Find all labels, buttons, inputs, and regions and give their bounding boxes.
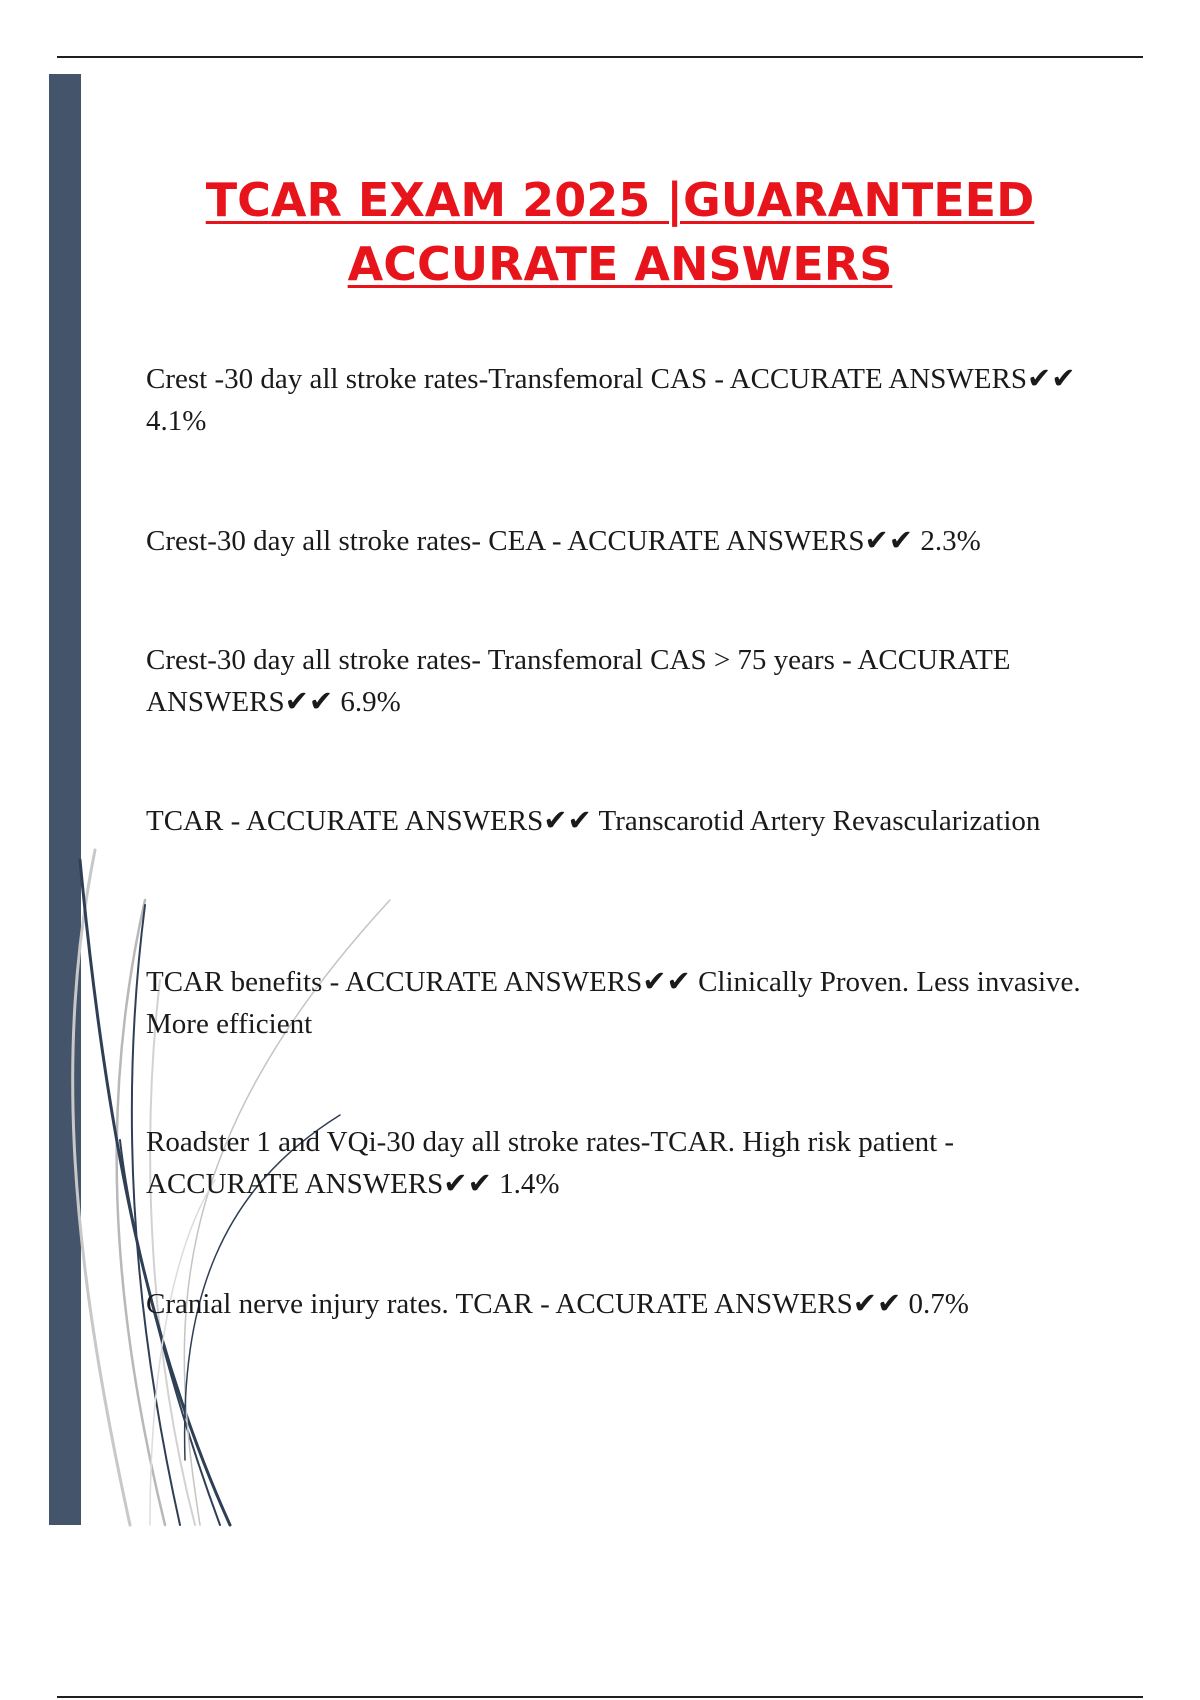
header-rule	[57, 56, 1143, 58]
qa-item: TCAR benefits - ACCURATE ANSWERS✔✔ Clinically Proven. Less invasive. More efficient	[146, 966, 1081, 1040]
qa-item: Crest-30 day all stroke rates- Transfemoral CAS > 75 years - ACCURATE ANSWERS✔✔ 6.9%	[146, 644, 1011, 718]
qa-item: Crest-30 day all stroke rates- CEA - ACCURATE ANSWERS✔✔ 2.3%	[146, 525, 981, 557]
sidebar-accent-bar	[49, 74, 81, 1525]
document-title	[100, 168, 1140, 296]
qa-item: Roadster 1 and VQi-30 day all stroke rates-TCAR. High risk patient - ACCURATE ANSWERS✔✔ 1.4%	[146, 1126, 955, 1200]
title-line-2: ACCURATE ANSWERS	[347, 237, 893, 291]
qa-item: Cranial nerve injury rates. TCAR - ACCURATE ANSWERS✔✔ 0.7%	[146, 1288, 969, 1320]
qa-item: TCAR - ACCURATE ANSWERS✔✔ Transcarotid Artery Revascularization	[146, 805, 1041, 837]
title-line-1: TCAR EXAM 2025 |GUARANTEED	[205, 173, 1035, 227]
footer-rule	[57, 1696, 1143, 1698]
qa-item: Crest -30 day all stroke rates-Transfemoral CAS - ACCURATE ANSWERS✔✔ 4.1%	[146, 363, 1076, 437]
